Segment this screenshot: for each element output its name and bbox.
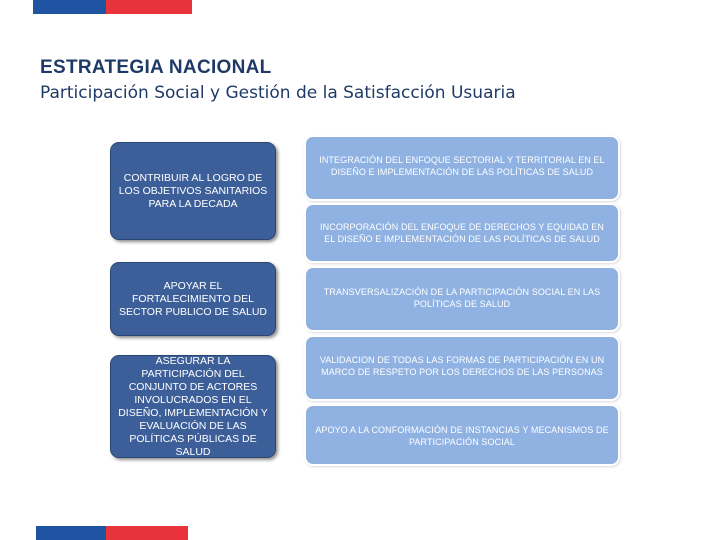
- strategy-box-5: APOYO A LA CONFORMACIÓN DE INSTANCIAS Y MECANISMOS DE PARTICIPACIÓN SOCIAL: [304, 404, 620, 466]
- strategy-box-2: INCORPORACIÓN DEL ENFOQUE DE DERECHOS Y EQUIDAD EN EL DISEÑO E IMPLEMENTACIÓN DE LAS POLÍTICAS DE SALUD: [304, 203, 620, 263]
- strategy-box-3: TRANSVERSALIZACIÓN DE LA PARTICIPACIÓN SOCIAL EN LAS POLÍTICAS DE SALUD: [304, 266, 620, 332]
- strategy-box-4: VALIDACION DE TODAS LAS FORMAS DE PARTICIPACIÓN EN UN MARCO DE RESPETO POR LOS DERECHOS DE LAS PERSONAS: [304, 335, 620, 401]
- page-title: ESTRATEGIA NACIONAL: [40, 57, 272, 78]
- flag-blue-segment: [33, 0, 106, 14]
- flag-red-segment: [106, 526, 188, 540]
- strategy-box-1: INTEGRACIÓN DEL ENFOQUE SECTORIAL Y TERRITORIAL EN EL DISEÑO E IMPLEMENTACIÓN DE LAS POLÍTICAS DE SALUD: [304, 135, 620, 201]
- objective-box-2: APOYAR EL FORTALECIMIENTO DEL SECTOR PUBLICO DE SALUD: [110, 262, 276, 336]
- gov-flag-bar-top: [33, 0, 192, 14]
- flag-blue-segment: [36, 526, 106, 540]
- flag-red-segment: [106, 0, 192, 14]
- page-subtitle: Participación Social y Gestión de la Satisfacción Usuaria: [40, 83, 516, 103]
- objective-box-3: ASEGURAR LA PARTICIPACIÓN DEL CONJUNTO DE ACTORES INVOLUCRADOS EN EL DISEÑO, IMPLEMENTACIÓN Y EVALUACIÓN DE LAS POLÍTICAS PÚBLICAS DE SALUD: [110, 355, 276, 458]
- gov-flag-bar-bottom: [36, 526, 188, 540]
- objective-box-1: CONTRIBUIR AL LOGRO DE LOS OBJETIVOS SANITARIOS PARA LA DECADA: [110, 142, 276, 240]
